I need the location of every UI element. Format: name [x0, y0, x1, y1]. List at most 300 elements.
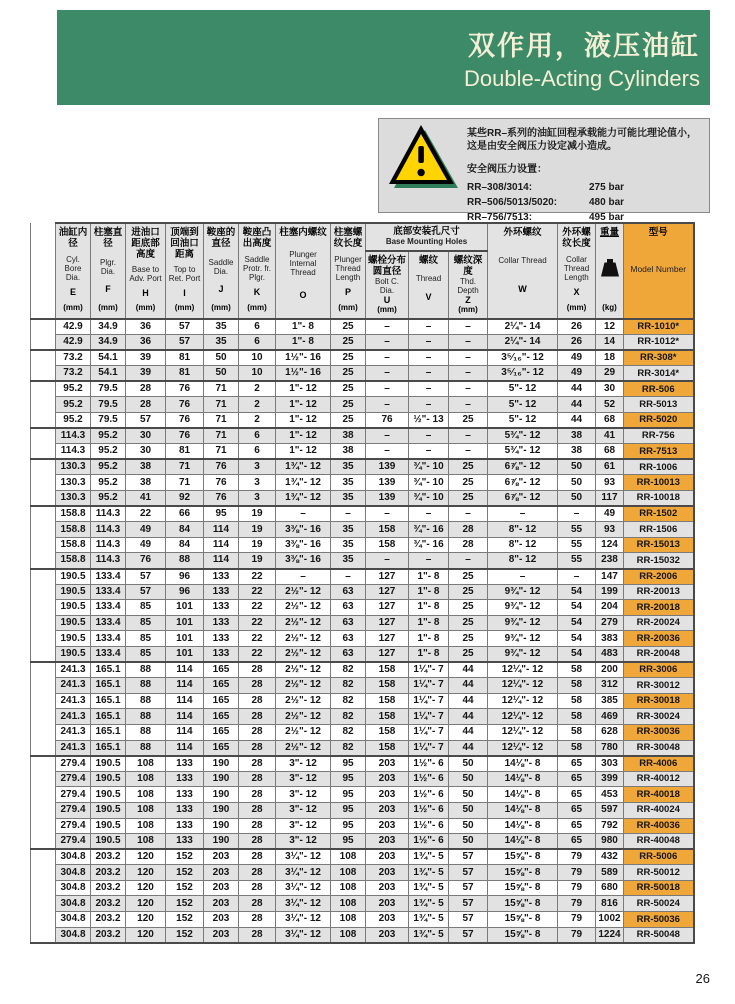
data-cell-w: 8"- 12 — [488, 553, 558, 569]
data-cell-u: 127 — [366, 584, 409, 600]
data-cell-x: 65 — [558, 771, 596, 787]
data-cell-v: 1¾"- 5 — [409, 896, 449, 912]
data-cell-h: 28 — [126, 381, 166, 397]
data-cell-k: 28 — [239, 787, 276, 803]
data-cell-k: 22 — [239, 600, 276, 616]
data-cell-u: 158 — [366, 709, 409, 725]
data-cell-o: 3⅜"- 16 — [276, 522, 331, 538]
data-cell-j: 165 — [204, 709, 239, 725]
data-cell-p: 35 — [331, 475, 366, 491]
data-cell-u: 139 — [366, 475, 409, 491]
data-cell-o: 2½"- 12 — [276, 615, 331, 631]
spec-table — [30, 222, 695, 944]
data-cell-z: 25 — [449, 584, 488, 600]
data-cell-u: 203 — [366, 865, 409, 881]
data-cell-f: 190.5 — [91, 771, 126, 787]
data-cell-o: 1"- 12 — [276, 428, 331, 444]
header-letter: I — [183, 288, 186, 298]
data-cell-h: 85 — [126, 600, 166, 616]
data-cell-h: 85 — [126, 615, 166, 631]
data-cell-h: 57 — [126, 569, 166, 585]
data-cell-w: 9¾"- 12 — [488, 646, 558, 662]
data-cell-k: 10 — [239, 350, 276, 366]
data-cell-v: 1¼"- 7 — [409, 724, 449, 740]
column-header-f — [91, 223, 126, 319]
data-cell-v: 1½"- 6 — [409, 818, 449, 834]
data-cell-h: 108 — [126, 787, 166, 803]
table-row — [31, 584, 694, 600]
data-cell-o: 2½"- 12 — [276, 693, 331, 709]
data-cell-z: 44 — [449, 693, 488, 709]
page-number: 26 — [695, 971, 710, 986]
data-cell-x: 44 — [558, 381, 596, 397]
data-cell-i: 88 — [166, 553, 204, 569]
data-cell-k: 28 — [239, 818, 276, 834]
data-cell-p: – — [331, 569, 366, 585]
data-cell-x: 58 — [558, 724, 596, 740]
data-cell-j: 190 — [204, 771, 239, 787]
data-cell-k: 28 — [239, 865, 276, 881]
data-cell-u: – — [366, 381, 409, 397]
data-cell-i: 81 — [166, 444, 204, 460]
data-cell-x: 54 — [558, 584, 596, 600]
data-cell-j: 190 — [204, 756, 239, 772]
data-cell-p: 38 — [331, 444, 366, 460]
data-cell-u: 158 — [366, 662, 409, 678]
gutter-cell — [31, 397, 56, 413]
data-cell-k: 19 — [239, 537, 276, 553]
data-cell-k: 28 — [239, 834, 276, 850]
data-cell-o: 3⅜"- 16 — [276, 537, 331, 553]
data-cell-k: 6 — [239, 335, 276, 351]
model-cell: RR-1006 — [624, 459, 694, 475]
gutter-cell — [31, 880, 56, 896]
data-cell-o: – — [276, 569, 331, 585]
data-cell-e: 190.5 — [56, 646, 91, 662]
data-cell-i: 133 — [166, 802, 204, 818]
data-cell-v: 1½"- 6 — [409, 771, 449, 787]
table-row — [31, 662, 694, 678]
model-cell: RR-30036 — [624, 724, 694, 740]
data-cell-u: 203 — [366, 802, 409, 818]
data-cell-o: 3"- 12 — [276, 756, 331, 772]
data-cell-k: 28 — [239, 724, 276, 740]
data-cell-e: 304.8 — [56, 896, 91, 912]
data-cell-v: 1"- 8 — [409, 584, 449, 600]
data-cell-u: 139 — [366, 459, 409, 475]
data-cell-o: 3¼"- 12 — [276, 912, 331, 928]
data-cell-k: 10 — [239, 366, 276, 382]
data-cell-j: 35 — [204, 335, 239, 351]
data-cell-x: 55 — [558, 553, 596, 569]
model-cell: RR-15032 — [624, 553, 694, 569]
data-cell-v: 1¾"- 5 — [409, 865, 449, 881]
data-cell-u: – — [366, 366, 409, 382]
data-cell-w: 3⁵⁄₁₆"- 12 — [488, 366, 558, 382]
gutter-cell — [31, 319, 56, 335]
data-cell-i: 152 — [166, 896, 204, 912]
data-cell-h: 120 — [126, 927, 166, 943]
data-cell-u: 158 — [366, 522, 409, 538]
data-cell-i: 71 — [166, 475, 204, 491]
data-cell-z: 25 — [449, 569, 488, 585]
data-cell-v: ¾"- 10 — [409, 491, 449, 507]
data-cell-w: 14⅛"- 8 — [488, 771, 558, 787]
table-row — [31, 646, 694, 662]
data-cell-o: 3¼"- 12 — [276, 865, 331, 881]
data-cell-kg: 816 — [596, 896, 624, 912]
data-cell-j: 114 — [204, 537, 239, 553]
data-cell-v: 1"- 8 — [409, 569, 449, 585]
data-cell-o: 1"- 12 — [276, 444, 331, 460]
data-cell-kg: 385 — [596, 693, 624, 709]
data-cell-kg: 29 — [596, 366, 624, 382]
header-letter: F — [105, 284, 111, 295]
setting-model: RR–756/7513: — [467, 212, 533, 223]
model-cell: RR-40024 — [624, 802, 694, 818]
data-cell-i: 133 — [166, 834, 204, 850]
data-cell-o: 3"- 12 — [276, 802, 331, 818]
data-cell-x: 79 — [558, 896, 596, 912]
table-row — [31, 880, 694, 896]
model-cell: RR-1012* — [624, 335, 694, 351]
gutter-cell — [31, 584, 56, 600]
unit-label: (mm) — [458, 305, 478, 314]
data-cell-kg: 52 — [596, 397, 624, 413]
data-cell-w: 3⁵⁄₁₆"- 12 — [488, 350, 558, 366]
data-cell-i: 71 — [166, 459, 204, 475]
data-cell-o: 3¼"- 12 — [276, 927, 331, 943]
data-cell-o: 1"- 12 — [276, 381, 331, 397]
data-cell-e: 95.2 — [56, 397, 91, 413]
data-cell-x: 54 — [558, 615, 596, 631]
data-cell-v: – — [409, 381, 449, 397]
data-cell-p: 25 — [331, 350, 366, 366]
model-cell: RR-10018 — [624, 491, 694, 507]
data-cell-j: 165 — [204, 693, 239, 709]
data-cell-u: 127 — [366, 646, 409, 662]
header-letter: X — [573, 287, 580, 298]
data-cell-kg: 124 — [596, 537, 624, 553]
data-cell-h: 85 — [126, 631, 166, 647]
setting-value: 480 bar — [589, 197, 625, 208]
data-cell-v: 1"- 8 — [409, 646, 449, 662]
data-cell-x: 50 — [558, 475, 596, 491]
gutter-cell — [31, 522, 56, 538]
model-cell: RR-20018 — [624, 600, 694, 616]
data-cell-z: – — [449, 553, 488, 569]
data-cell-k: 22 — [239, 569, 276, 585]
data-cell-j: 190 — [204, 818, 239, 834]
table-row — [31, 381, 694, 397]
data-cell-z: – — [449, 381, 488, 397]
data-cell-e: 304.8 — [56, 927, 91, 943]
data-cell-f: 95.2 — [91, 428, 126, 444]
page-title-zh: 双作用，液压油缸 — [468, 30, 700, 61]
model-cell: RR-308* — [624, 350, 694, 366]
header-en: Thread — [415, 274, 442, 284]
data-cell-k: 19 — [239, 506, 276, 522]
data-cell-kg: 68 — [596, 413, 624, 429]
header-en: Saddle Protr. fr. Plgr. — [242, 254, 271, 282]
data-cell-kg: 383 — [596, 631, 624, 647]
data-cell-k: 19 — [239, 522, 276, 538]
data-cell-h: 30 — [126, 444, 166, 460]
header-zh: 柱塞直径 — [93, 227, 123, 249]
gutter-cell — [31, 865, 56, 881]
data-cell-f: 203.2 — [91, 896, 126, 912]
table-row — [31, 553, 694, 569]
data-cell-o: 3"- 12 — [276, 787, 331, 803]
data-cell-k: 28 — [239, 849, 276, 865]
data-cell-w: 14⅛"- 8 — [488, 756, 558, 772]
data-cell-z: 50 — [449, 771, 488, 787]
data-cell-w: 14⅛"- 8 — [488, 834, 558, 850]
data-cell-v: 1"- 8 — [409, 600, 449, 616]
data-cell-o: 3¼"- 12 — [276, 896, 331, 912]
data-cell-w: 2¼"- 14 — [488, 319, 558, 335]
data-cell-z: 25 — [449, 615, 488, 631]
data-cell-e: 279.4 — [56, 802, 91, 818]
data-cell-e: 304.8 — [56, 912, 91, 928]
data-cell-p: 95 — [331, 787, 366, 803]
data-cell-e: 241.3 — [56, 662, 91, 678]
data-cell-w: 12¼"- 12 — [488, 724, 558, 740]
table-row — [31, 444, 694, 460]
data-cell-k: 28 — [239, 802, 276, 818]
data-cell-w: 14⅛"- 8 — [488, 802, 558, 818]
data-cell-z: 44 — [449, 662, 488, 678]
data-cell-j: 95 — [204, 506, 239, 522]
data-cell-kg: 68 — [596, 444, 624, 460]
data-cell-w: 6⅞"- 12 — [488, 459, 558, 475]
data-cell-i: 81 — [166, 350, 204, 366]
header-zh: 柱塞内螺纹 — [279, 227, 327, 238]
data-cell-u: – — [366, 553, 409, 569]
column-header-kg — [596, 223, 624, 319]
header-zh: 螺纹深度 — [453, 255, 483, 277]
data-cell-h: 108 — [126, 802, 166, 818]
gutter-cell — [31, 678, 56, 694]
data-cell-v: 1½"- 6 — [409, 834, 449, 850]
data-cell-o: 1¾"- 12 — [276, 491, 331, 507]
data-cell-v: 1¼"- 7 — [409, 678, 449, 694]
data-cell-z: 50 — [449, 818, 488, 834]
data-cell-x: 65 — [558, 802, 596, 818]
table-row — [31, 413, 694, 429]
data-cell-x: 65 — [558, 818, 596, 834]
data-cell-v: 1½"- 6 — [409, 802, 449, 818]
header-zh: 外环螺纹 — [503, 227, 542, 238]
data-cell-e: 130.3 — [56, 459, 91, 475]
header-en: Plunger Internal Thread — [289, 250, 317, 278]
data-cell-i: 76 — [166, 428, 204, 444]
data-cell-z: 57 — [449, 912, 488, 928]
data-cell-w: – — [488, 506, 558, 522]
data-cell-f: 133.4 — [91, 569, 126, 585]
data-cell-u: – — [366, 319, 409, 335]
data-cell-f: 114.3 — [91, 537, 126, 553]
data-cell-k: 28 — [239, 662, 276, 678]
data-cell-j: 190 — [204, 787, 239, 803]
model-cell: RR-20024 — [624, 615, 694, 631]
data-cell-j: 203 — [204, 896, 239, 912]
data-cell-k: 6 — [239, 444, 276, 460]
data-cell-p: 108 — [331, 927, 366, 943]
data-cell-v: 1¾"- 5 — [409, 849, 449, 865]
data-cell-h: 88 — [126, 678, 166, 694]
weight-icon — [600, 259, 620, 277]
table-row — [31, 927, 694, 943]
data-cell-h: 108 — [126, 756, 166, 772]
data-cell-h: 88 — [126, 693, 166, 709]
table-row — [31, 475, 694, 491]
data-cell-k: 28 — [239, 693, 276, 709]
data-cell-v: ¾"- 10 — [409, 459, 449, 475]
data-cell-p: 63 — [331, 584, 366, 600]
data-cell-f: 79.5 — [91, 413, 126, 429]
data-cell-u: 127 — [366, 631, 409, 647]
data-cell-j: 203 — [204, 927, 239, 943]
data-cell-i: 133 — [166, 787, 204, 803]
data-cell-v: ¾"- 16 — [409, 537, 449, 553]
data-cell-p: 63 — [331, 646, 366, 662]
data-cell-v: – — [409, 553, 449, 569]
model-cell: RR-50048 — [624, 927, 694, 943]
gutter-cell — [31, 381, 56, 397]
data-cell-o: 2½"- 12 — [276, 646, 331, 662]
data-cell-w: 15⅝"- 8 — [488, 865, 558, 881]
gutter-cell — [31, 366, 56, 382]
data-cell-p: 25 — [331, 319, 366, 335]
data-cell-f: 79.5 — [91, 381, 126, 397]
data-cell-kg: 589 — [596, 865, 624, 881]
table-row — [31, 428, 694, 444]
data-cell-u: 203 — [366, 880, 409, 896]
data-cell-z: 25 — [449, 646, 488, 662]
data-cell-e: 304.8 — [56, 880, 91, 896]
data-cell-x: 44 — [558, 413, 596, 429]
model-cell: RR-4006 — [624, 756, 694, 772]
gutter-cell — [31, 350, 56, 366]
data-cell-f: 190.5 — [91, 834, 126, 850]
data-cell-j: 203 — [204, 849, 239, 865]
data-cell-z: – — [449, 366, 488, 382]
data-cell-h: 36 — [126, 319, 166, 335]
warning-subtitle: 安全阀压力设置： — [467, 164, 547, 175]
data-cell-p: 95 — [331, 771, 366, 787]
unit-label: (mm) — [135, 303, 156, 312]
gutter-cell — [31, 724, 56, 740]
table-row — [31, 537, 694, 553]
data-cell-j: 114 — [204, 522, 239, 538]
data-cell-e: 279.4 — [56, 787, 91, 803]
data-cell-x: 79 — [558, 927, 596, 943]
data-cell-x: – — [558, 569, 596, 585]
data-cell-x: 79 — [558, 865, 596, 881]
data-cell-h: 108 — [126, 771, 166, 787]
data-cell-o: 1½"- 16 — [276, 350, 331, 366]
header-en: Plunger Thread Length — [334, 254, 362, 282]
gutter-cell — [31, 569, 56, 585]
data-cell-i: 76 — [166, 413, 204, 429]
data-cell-i: 152 — [166, 912, 204, 928]
data-cell-k: 22 — [239, 615, 276, 631]
data-cell-z: 25 — [449, 475, 488, 491]
data-cell-j: 203 — [204, 880, 239, 896]
data-cell-o: 1"- 8 — [276, 319, 331, 335]
data-cell-u: 158 — [366, 537, 409, 553]
data-cell-z: – — [449, 506, 488, 522]
data-cell-w: 15⅝"- 8 — [488, 880, 558, 896]
data-cell-w: 12¼"- 12 — [488, 678, 558, 694]
model-cell: RR-30024 — [624, 709, 694, 725]
data-cell-x: 79 — [558, 849, 596, 865]
data-cell-i: 96 — [166, 584, 204, 600]
data-cell-j: 165 — [204, 662, 239, 678]
data-cell-j: 165 — [204, 678, 239, 694]
data-cell-kg: 117 — [596, 491, 624, 507]
data-cell-o: 3"- 12 — [276, 818, 331, 834]
gutter-cell — [31, 662, 56, 678]
header-en: Plgr. Dia. — [99, 257, 116, 276]
header-en: Top to Ret. Port — [168, 265, 201, 283]
data-cell-f: 79.5 — [91, 397, 126, 413]
data-cell-f: 165.1 — [91, 724, 126, 740]
data-cell-e: 158.8 — [56, 537, 91, 553]
data-cell-kg: 14 — [596, 335, 624, 351]
data-cell-kg: 980 — [596, 834, 624, 850]
data-cell-kg: 399 — [596, 771, 624, 787]
data-cell-v: 1¼"- 7 — [409, 693, 449, 709]
data-cell-i: 92 — [166, 491, 204, 507]
data-cell-k: 28 — [239, 756, 276, 772]
data-cell-f: 133.4 — [91, 615, 126, 631]
data-cell-o: – — [276, 506, 331, 522]
data-cell-w: 9¾"- 12 — [488, 600, 558, 616]
header-en: Cyl. Bore Dia. — [64, 254, 82, 282]
gutter-cell — [31, 491, 56, 507]
column-header-k — [239, 223, 276, 319]
header-letter: W — [518, 283, 527, 294]
data-cell-u: 203 — [366, 756, 409, 772]
data-cell-j: 133 — [204, 600, 239, 616]
data-cell-p: 82 — [331, 662, 366, 678]
data-cell-p: 82 — [331, 740, 366, 756]
data-cell-w: 15⅝"- 8 — [488, 927, 558, 943]
column-header-z — [449, 251, 488, 319]
data-cell-h: 120 — [126, 912, 166, 928]
data-cell-f: 114.3 — [91, 522, 126, 538]
data-cell-e: 190.5 — [56, 631, 91, 647]
data-cell-kg: 432 — [596, 849, 624, 865]
column-header-model — [624, 223, 694, 319]
data-cell-u: – — [366, 397, 409, 413]
data-cell-h: 38 — [126, 475, 166, 491]
data-cell-e: 304.8 — [56, 849, 91, 865]
data-cell-e: 190.5 — [56, 615, 91, 631]
data-cell-i: 152 — [166, 927, 204, 943]
data-cell-u: 203 — [366, 834, 409, 850]
header-letter: Z — [465, 295, 471, 305]
data-cell-z: – — [449, 319, 488, 335]
data-cell-w: 12¼"- 12 — [488, 693, 558, 709]
data-cell-x: 54 — [558, 600, 596, 616]
data-cell-w: 5"- 12 — [488, 397, 558, 413]
data-cell-e: 190.5 — [56, 584, 91, 600]
data-cell-x: 58 — [558, 740, 596, 756]
data-cell-kg: 147 — [596, 569, 624, 585]
